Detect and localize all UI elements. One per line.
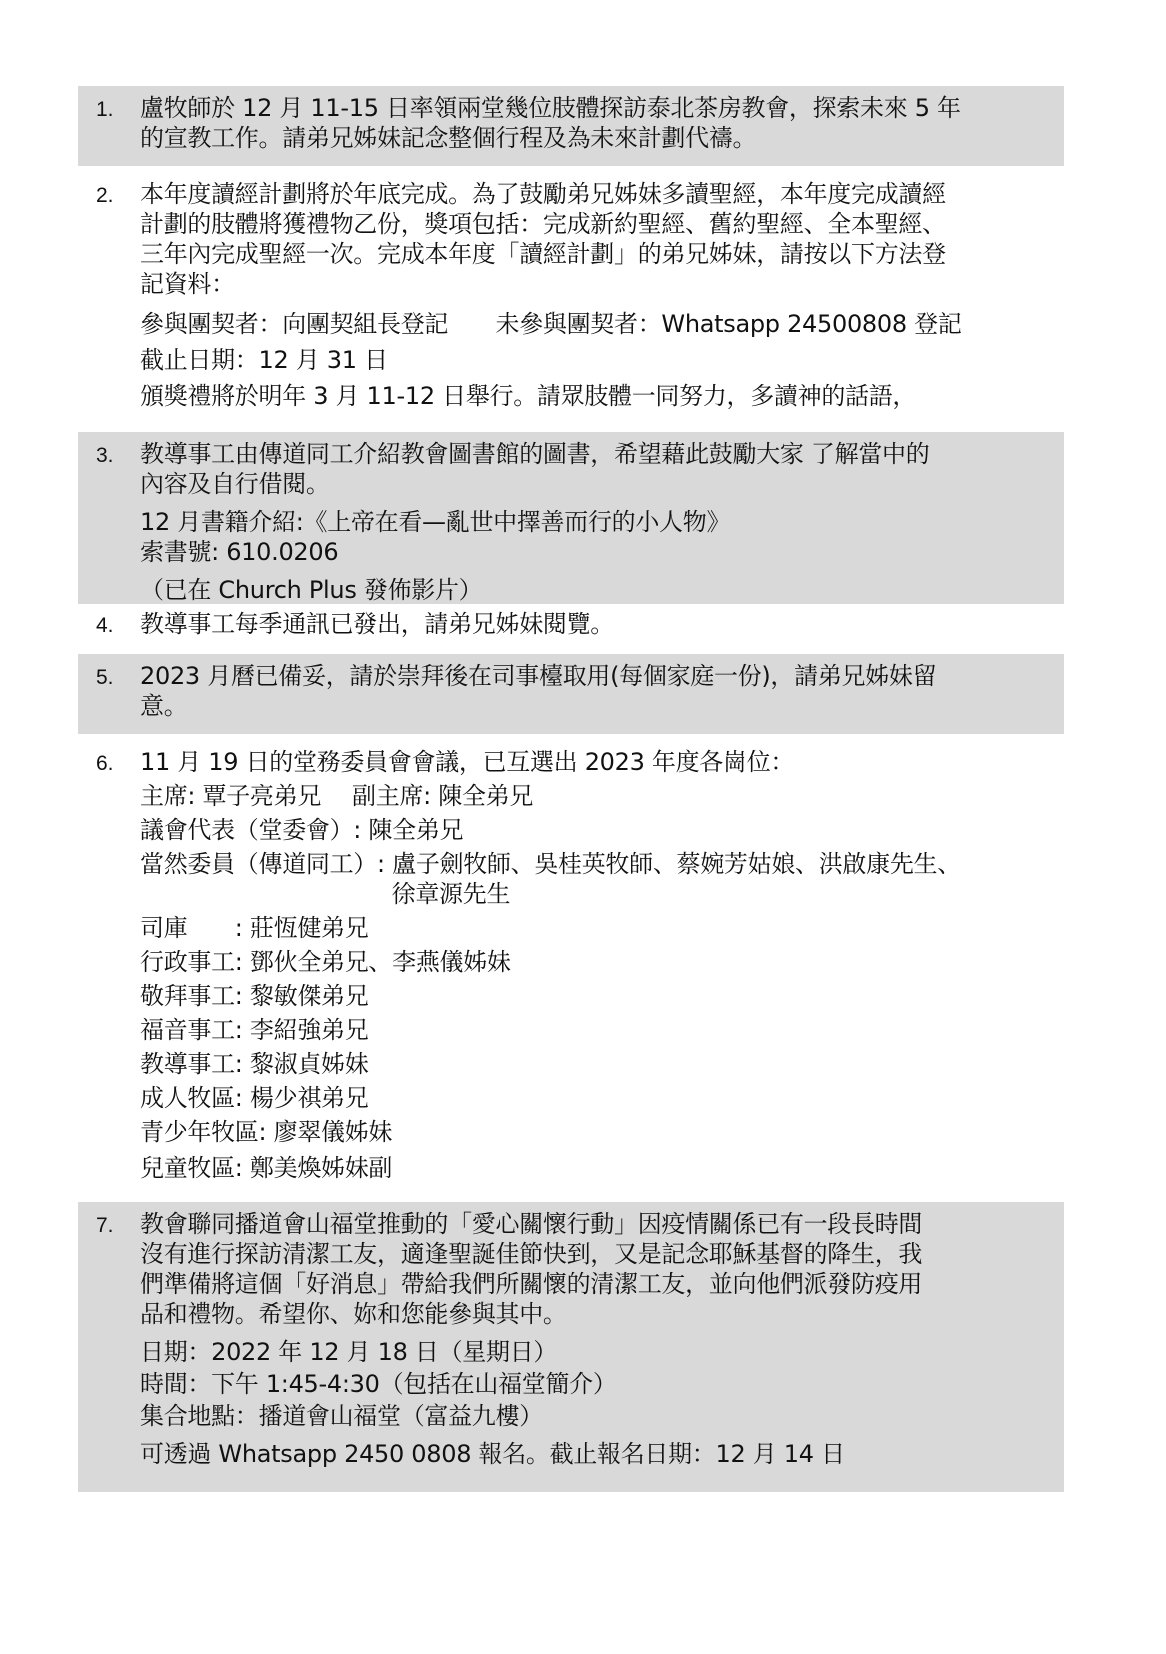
item-number: 4. [96, 614, 114, 637]
role-line: 福音事工: 李紹強弟兄 [140, 1016, 369, 1044]
item-text-line: 教會聯同播道會山福堂推動的「愛心關懷行動」因疫情關係已有一段長時間 [140, 1210, 923, 1238]
role-line: 徐章源先生 [140, 880, 511, 908]
role-line: 當然委員（傳道同工）: 盧子劍牧師、吳桂英牧師、蔡婉芳姑娘、洪啟康先生、 [140, 850, 961, 878]
call-number: 索書號: 610.0206 [140, 538, 339, 566]
notice-item-6 [78, 744, 1064, 1194]
item-number: 2. [96, 184, 114, 207]
item-text-line: 的宣教工作。請弟兄姊妹記念整個行程及為未來計劃代禱。 [140, 124, 757, 152]
item-text-line: 2023 月曆已備妥，請於崇拜後在司事檯取用(每個家庭一份)，請弟兄姊妹留 [140, 662, 937, 690]
event-location: 集合地點：播道會山福堂（富益九樓） [140, 1402, 543, 1430]
role-line: 兒童牧區: 鄭美煥姊妹副 [140, 1154, 393, 1182]
item-number: 5. [96, 666, 114, 689]
role-line: 行政事工: 鄧伙全弟兄、李燕儀姊妹 [140, 948, 511, 976]
item-text-line: 11 月 19 日的堂務委員會會議，已互選出 2023 年度各崗位： [140, 748, 795, 776]
role-line: 議會代表（堂委會）: 陳全弟兄 [140, 816, 464, 844]
item-text-line: 記資料： [140, 270, 235, 298]
event-date: 日期：2022 年 12 月 18 日（星期日） [140, 1338, 558, 1366]
video-note: （已在 Church Plus 發佈影片） [140, 576, 483, 604]
detail-line: 頒獎禮將於明年 3 月 11-12 日舉行。請眾肢體一同努力，多讀神的話語， [140, 382, 917, 410]
notice-item-1 [78, 86, 1064, 166]
role-line: 主席: 覃子亮弟兄 副主席: 陳全弟兄 [140, 782, 534, 810]
role-line: 教導事工: 黎淑貞姊妹 [140, 1050, 369, 1078]
role-line: 成人牧區: 楊少祺弟兄 [140, 1084, 369, 1112]
event-time: 時間：下午 1:45-4:30（包括在山福堂簡介） [140, 1370, 617, 1398]
item-text-line: 三年內完成聖經一次。完成本年度「讀經計劃」的弟兄姊妹，請按以下方法登 [140, 240, 946, 268]
item-text-line: 教導事工由傳道同工介紹教會圖書館的圖書，希望藉此鼓勵大家 了解當中的 [140, 440, 930, 468]
registration-info: 可透過 Whatsapp 2450 0808 報名。截止報名日期：12 月 14 日 [140, 1440, 845, 1468]
item-text-line: 盧牧師於 12 月 11-15 日率領兩堂幾位肢體探訪泰北茶房教會，探索未來 5 年 [140, 94, 961, 122]
detail-line: 參與團契者：向團契組長登記 未參與團契者：Whatsapp 24500808 登記 [140, 310, 962, 338]
item-number: 1. [96, 98, 114, 121]
item-text-line: 意。 [140, 692, 188, 720]
notice-item-3 [78, 432, 1064, 604]
role-line: 青少年牧區: 廖翠儀姊妹 [140, 1118, 393, 1146]
notice-item-7 [78, 1202, 1064, 1492]
item-text-line: 品和禮物。希望你、妳和您能參與其中。 [140, 1300, 567, 1328]
notice-item-4 [78, 606, 1064, 650]
item-number: 7. [96, 1214, 114, 1237]
item-text-line: 教導事工每季通訊已發出，請弟兄姊妹閱覽。 [140, 610, 614, 638]
item-text-line: 計劃的肢體將獲禮物乙份，獎項包括：完成新約聖經、舊約聖經、全本聖經、 [140, 210, 946, 238]
item-text-line: 內容及自行借閱。 [140, 470, 330, 498]
item-text-line: 們準備將這個「好消息」帶給我們所關懷的清潔工友，並向他們派發防疫用 [140, 1270, 923, 1298]
notice-item-2 [78, 176, 1064, 416]
item-text-line: 沒有進行探訪清潔工友，適逢聖誕佳節快到，又是記念耶穌基督的降生，我 [140, 1240, 923, 1268]
item-text-line: 本年度讀經計劃將於年底完成。為了鼓勵弟兄姊妹多讀聖經，本年度完成讀經 [140, 180, 946, 208]
notice-item-5 [78, 654, 1064, 734]
item-number: 6. [96, 752, 114, 775]
role-line: 敬拜事工: 黎敏傑弟兄 [140, 982, 369, 1010]
detail-line: 截止日期：12 月 31 日 [140, 346, 388, 374]
book-intro: 12 月書籍介紹:《上帝在看—亂世中擇善而行的小人物》 [140, 508, 731, 536]
role-line: 司庫 : 莊恆健弟兄 [140, 914, 369, 942]
item-number: 3. [96, 444, 114, 467]
